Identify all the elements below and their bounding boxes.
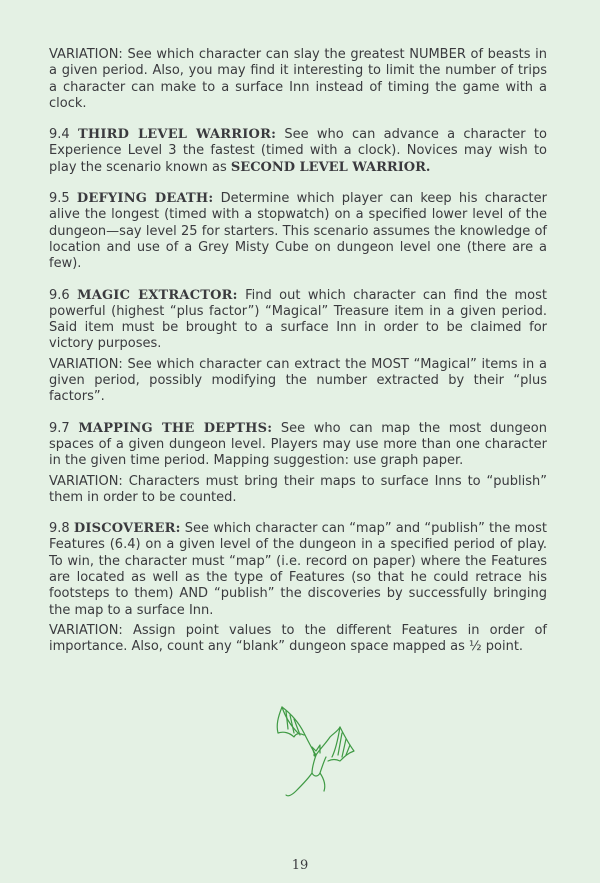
section-text: Find out which character can find the most powerful (highest “plus factor”) “Magical” Treasure item in a given period. Said item must be brought to a surface Inn in order to be claimed for victory purposes. (49, 287, 548, 352)
section-heading: DISCOVERER: (73, 521, 181, 537)
section-text: See who can advance a character to Experience Level 3 the fastest (timed with a clock). Novices may wish to play the scenario known as (49, 127, 547, 175)
section-heading: MAPPING THE DEPTHS: (78, 420, 273, 436)
section-heading: THIRD LEVEL WARRIOR: (77, 127, 277, 143)
section-9-5 (49, 191, 547, 272)
section-9-6 (49, 288, 547, 353)
section-9-7-variation: VARIATION: Characters must bring their maps to surface Inns to “publish” them in order to be counted. (49, 473, 547, 505)
section-number: 9.5 (49, 191, 70, 207)
section-9-8-variation: VARIATION: Assign point values to the different Features in order of importance. Also, count any “blank” dungeon space mapped as ½ point. (49, 622, 547, 655)
variation-intro-paragraph: VARIATION: See which character can slay the greatest NUMBER of beasts in a given period. Also, you may find it interesting to limit the number of trips a character can make to a surface Inn instead of timing the game with a clock. (49, 47, 547, 111)
section-number: 9.6 (49, 287, 70, 303)
section-9-6-variation: VARIATION: See which character can extract the MOST “Magical” items in a given period, possibly modifying the number extracted by their “plus factors”. (49, 356, 547, 405)
section-number: 9.4 (49, 127, 70, 143)
section-9-8 (49, 521, 547, 619)
section-heading: DEFYING DEATH: (76, 191, 214, 207)
section-heading: MAGIC EXTRACTOR: (77, 287, 238, 303)
section-9-4 (49, 127, 547, 176)
section-bold-tail: SECOND LEVEL WARRIOR. (230, 159, 431, 175)
page-number: 19 (291, 858, 309, 873)
section-number: 9.8 (49, 521, 70, 537)
section-text: Determine which player can keep his character alive the longest (timed with a stopwatch) on a specified lower level of the dungeon—say level 25 for starters. This scenario assumes the knowledge of location and use of a Grey Misty Cube on dungeon level one (there are a few). (49, 191, 548, 272)
section-9-7 (49, 421, 547, 470)
section-text: See who can map the most dungeon spaces of a given dungeon level. Players may use more than one character in the given time period. Mapping suggestion: use graph paper. (49, 420, 547, 469)
bat-icon (268, 703, 362, 799)
section-number: 9.7 (49, 420, 70, 436)
page-content (49, 47, 547, 656)
section-text: See which character can “map” and “publish” the most Features (6.4) on a given level of the dungeon in a specified period of play. To win, the character must “map” (i.e. record on paper) where the Features are located as well as the type of Features (so that he could retrace his footsteps to them) AND “publish” the discoveries by successfully bringing the map to a surface Inn. (49, 521, 547, 618)
